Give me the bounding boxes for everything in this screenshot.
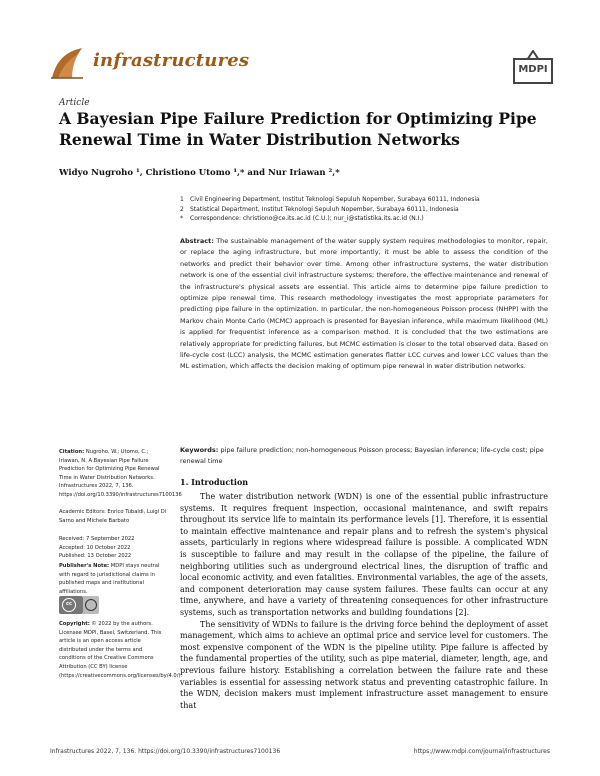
footer-citation[interactable]: Infrastructures 2022, 7, 136. https://doi.org/10.3390/infrastructures7100136 bbox=[50, 748, 281, 755]
author-list: Widyo Nugroho ¹, Christiono Utomo ¹,* and Nur Iriawan ²,* bbox=[59, 168, 340, 178]
intro-body bbox=[180, 491, 548, 711]
copyright-block: Copyright: © 2022 by the authors. Licensee MDPI, Basel, Switzerland. This article is an open access article distributed under the terms and conditions of the Creative Commons Attribution (CC BY) license (https://creativecommons.org/licenses/by/4.0/). bbox=[59, 621, 183, 679]
journal-name: infrastructures bbox=[93, 50, 250, 71]
keywords bbox=[180, 445, 548, 468]
article-type: Article bbox=[59, 98, 90, 108]
affiliation-1: 1 Civil Engineering Department, Institut Teknologi Sepuluh Nopember, Surabaya 60111, Indonesia bbox=[180, 196, 480, 203]
dates-block bbox=[59, 535, 169, 561]
paragraph: The sensitivity of WDNs to failure is the driving force behind the deployment of asset management, which aims to achieve an optimal price and service level for customers. The most expensive component of the WDN is the pipeline utility. Pipe failure is affected by the fundamental properties of the utility, such as pipe material, diameter, length, age, and previous failure history. Establishing a correlation between the failure rate and these variables is essential for assessing network status and preventing catastrophic failure. In the WDN, decision makers must implement infrastructure asset management to ensure that bbox=[180, 619, 548, 710]
abstract-text: The sustainable management of the water supply system requires methodologies to monitor, repair, or replace the aging infrastructure, but more importantly, it must be able to assess the condition of the networks and predict their behavior over time. Among other infrastructure systems, the water distribution network is one of the essential civil infrastructure systems; therefore, the effective maintenance and renewal of the infrastructure's physical assets are essential. This article aims to determine pipe failure prediction to optimize pipe renewal time. This research methodology investigates the most appropriate parameters for predicting pipe failure in the optimization. In particular, the non-homogeneous Poisson process (NHPP) with the Markov chain Monte Carlo (MCMC) approach is presented for Bayesian inference, while maximum likelihood (ML) is applied for frequentist inference as a comparison method. It is concluded that the two estimations are relatively appropriate for predicting failures, but MCMC estimation is closer to the total observed data. Based on life-cycle cost (LCC) analysis, the MCMC estimation generates flatter LCC curves and lower LCC values than the ML estimation, which affects the decision making of optimum pipe renewal in water distribution networks. bbox=[180, 237, 548, 371]
journal-logo-icon bbox=[50, 46, 84, 80]
keywords-label: Keywords: bbox=[180, 446, 219, 454]
paper-title: A Bayesian Pipe Failure Prediction for Optimizing Pipe Renewal Time in Water Distribution Networks bbox=[59, 109, 537, 149]
cc-by-license-icon[interactable]: cc bbox=[59, 596, 99, 614]
keywords-text: pipe failure prediction; non-homogeneous Poisson process; Bayesian inference; life-cycle cost; pipe renewal time bbox=[180, 446, 544, 466]
correspondence: * Correspondence: christiono@ce.its.ac.id (C.U.); nur_i@statistika.its.ac.id (N.I.) bbox=[180, 215, 424, 222]
citation-block: Citation: Nugroho, W.; Utomo, C.; Iriawan, N. A Bayesian Pipe Failure Prediction for Optimizing Pipe Renewal Time in Water Distribution Networks. Infrastructures 2022, 7, 136. https://doi.org/10.3390/infrastructures7100136 bbox=[59, 449, 182, 498]
citation-text[interactable]: Nugroho, W.; Utomo, C.; Iriawan, N. A Bayesian Pipe Failure Prediction for Optimizing Pipe Renewal Time in Water Distribution Networks. Infrastructures 2022, 7, 136. https://doi.org/10.3390/infrastructures7100136 bbox=[59, 449, 182, 498]
abstract-label: Abstract: bbox=[180, 237, 214, 245]
publisher-note: Publisher's Note: MDPI stays neutral with regard to jurisdictional claims in published maps and institutional affiliations. bbox=[59, 563, 160, 595]
section-heading: 1. Introduction bbox=[180, 477, 249, 487]
received-date: Received: 7 September 2022 bbox=[59, 536, 135, 542]
paragraph: The water distribution network (WDN) is one of the essential public infrastructure systems. It requires frequent inspection, occasional maintenance, and swift repairs throughout its service life to maintain its performance levels [1]. Therefore, it is essential to maintain effective maintenance and repair plans and to refresh the system's physical assets, particularly in regions where widespread failure is possible. A complicated WDN is susceptible to failure and may result in the collapse of the pipeline, the failure of neighboring utilities such as underground electrical lines, the disruption of traffic and local economic activity, and even fatalities. Environmental variables, the age of the assets, and component deterioration may cause system failures. These faults can occur at any time, anywhere, and have a variety of threatening consequences for other infrastructure systems, such as transportation networks and building foundations [2]. bbox=[180, 492, 548, 617]
accepted-date: Accepted: 10 October 2022 bbox=[59, 544, 131, 551]
publisher-name: MDPI bbox=[518, 64, 548, 75]
mdpi-logo bbox=[513, 50, 553, 86]
footer-journal-link[interactable]: https://www.mdpi.com/journal/infrastructures bbox=[413, 748, 550, 755]
affiliation-2: 2 Statistical Department, Institut Teknologi Sepuluh Nopember, Surabaya 60111, Indonesia bbox=[180, 206, 459, 213]
published-date: Published: 13 October 2022 bbox=[59, 553, 132, 560]
abstract bbox=[180, 236, 548, 373]
academic-editors: Academic Editors: Enrico Tubaldi, Luigi Di Sarno and Michele Barbato bbox=[59, 509, 167, 524]
